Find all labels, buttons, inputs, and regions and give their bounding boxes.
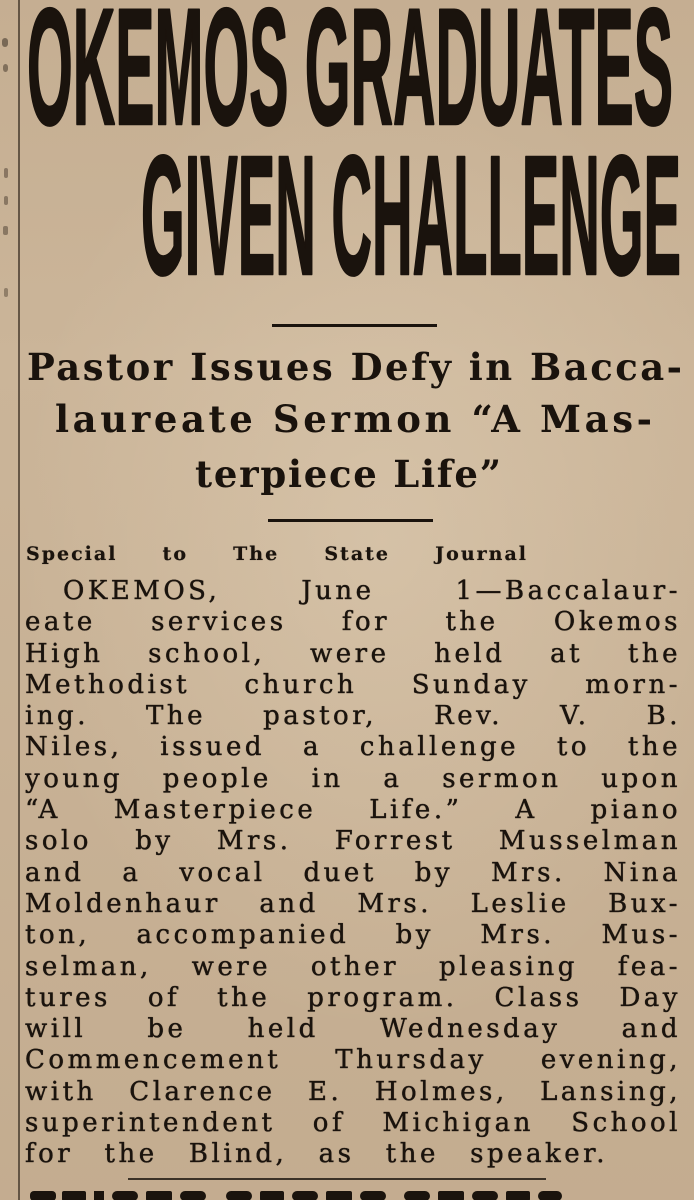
fragment-mark xyxy=(94,1191,104,1200)
body-line: Methodist church Sunday morn- xyxy=(25,669,681,700)
body-line: and a vocal duet by Mrs. Nina xyxy=(25,857,681,888)
body-line: Commencement Thursday evening, xyxy=(25,1045,681,1076)
fragment-mark xyxy=(260,1191,284,1200)
body-line: will be held Wednesday and xyxy=(25,1014,681,1045)
next-article-headline-fragment xyxy=(0,1186,694,1200)
headline-divider-rule xyxy=(272,324,437,327)
article-end-rule xyxy=(128,1178,546,1180)
body-line: Niles, issued a challenge to the xyxy=(25,732,681,763)
article-body xyxy=(25,576,681,1171)
fragment-mark xyxy=(226,1191,252,1200)
body-line: young people in a sermon upon xyxy=(25,763,681,794)
fragment-mark xyxy=(538,1191,562,1200)
subheadline-divider-rule xyxy=(268,519,433,522)
body-line: eate services for the Okemos xyxy=(25,607,681,638)
fragment-mark xyxy=(472,1191,498,1200)
fragment-mark xyxy=(438,1191,464,1200)
body-line: tures of the program. Class Day xyxy=(25,982,681,1013)
headline-line-1: OKEMOS GRADUATES xyxy=(27,0,673,160)
dateline: Special to The State Journal xyxy=(26,543,528,565)
body-line: ing. The pastor, Rev. V. B. xyxy=(25,701,681,732)
fragment-mark xyxy=(360,1191,386,1200)
body-line: OKEMOS, June 1—Baccalaur- xyxy=(63,576,681,606)
body-line: Moldenhaur and Mrs. Leslie Bux- xyxy=(25,888,681,919)
body-line: solo by Mrs. Forrest Musselman xyxy=(25,826,681,857)
fragment-mark xyxy=(292,1191,318,1200)
fragment-mark xyxy=(62,1191,86,1200)
subheadline-line-1: Pastor Issues Defy in Bacca- xyxy=(27,345,682,389)
body-line: High school, were held at the xyxy=(25,638,681,669)
subheadline-line-3: terpiece Life” xyxy=(195,452,501,496)
fragment-mark xyxy=(146,1191,172,1200)
fragment-mark xyxy=(180,1191,206,1200)
body-line: with Clarence E. Holmes, Lansing, xyxy=(25,1076,681,1107)
body-line: superintendent of Michigan School xyxy=(25,1108,681,1139)
headline-line-2: GIVEN CHALLENGE xyxy=(141,121,681,311)
fragment-mark xyxy=(404,1191,430,1200)
fragment-mark xyxy=(506,1191,530,1200)
fragment-mark xyxy=(112,1191,138,1200)
fragment-mark xyxy=(326,1191,352,1200)
body-line: “A Masterpiece Life.” A piano xyxy=(25,795,681,826)
body-line: ton, accompanied by Mrs. Mus- xyxy=(25,920,681,951)
subheadline-line-2: laureate Sermon “A Mas- xyxy=(55,397,652,441)
fragment-mark xyxy=(30,1191,56,1200)
body-line: for the Blind, as the speaker. xyxy=(25,1139,608,1170)
headline-block xyxy=(0,0,694,520)
body-line: selman, were other pleasing fea- xyxy=(25,951,681,982)
